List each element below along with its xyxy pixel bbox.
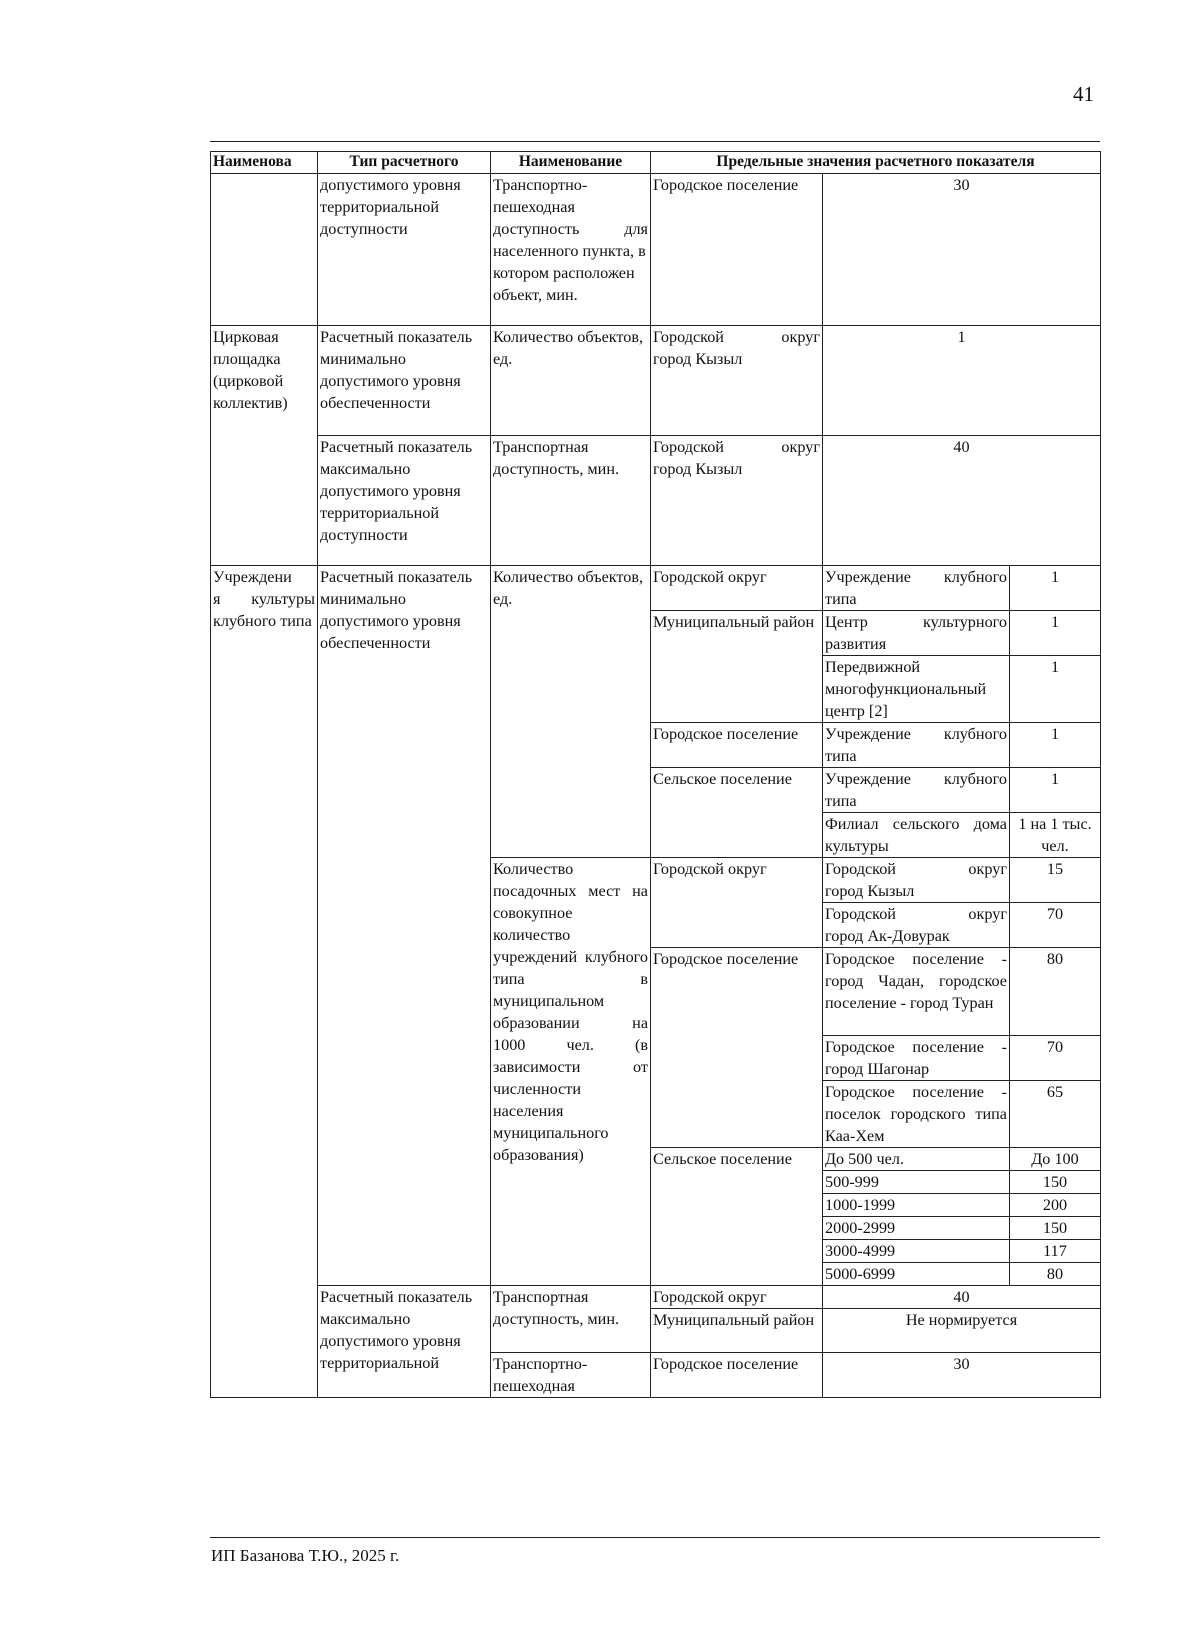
value-cell: 200	[1010, 1194, 1101, 1217]
subtype-cell	[823, 858, 1010, 903]
value-cell: 70	[1010, 1036, 1101, 1081]
subtype-cell: 2000-2999	[823, 1217, 1010, 1240]
bottom-rule	[210, 1537, 1100, 1538]
value-cell: 1	[1010, 768, 1101, 813]
indicator-type-cell: Расчетный показатель минимально допустимого уровня обеспеченности	[318, 566, 491, 1286]
value-cell: 30	[823, 1353, 1101, 1398]
value-cell: 1	[1010, 611, 1101, 656]
object-cell	[211, 174, 318, 326]
territory-part: город Кызыл	[653, 460, 743, 478]
subtype-part: Городской округ	[825, 905, 1007, 923]
table-row	[211, 1286, 1101, 1309]
value-cell: 1	[1010, 566, 1101, 611]
value-cell: 1	[823, 326, 1101, 436]
subtype-part: Городской округ	[825, 860, 1007, 878]
territory-cell: Городской округ	[651, 1286, 823, 1309]
territory-cell: Сельское поселение	[651, 768, 823, 858]
subtype-part: город Ак-Довурак	[825, 927, 950, 945]
territory-part: город Кызыл	[653, 350, 743, 368]
header-limit-values: Предельные значения расчетного показателя	[651, 152, 1101, 174]
indicator-type-cell: допустимого уровня территориальной доступности	[318, 174, 491, 326]
value-cell: 150	[1010, 1217, 1101, 1240]
subtype-cell: 1000-1999	[823, 1194, 1010, 1217]
territory-cell	[651, 326, 823, 436]
subtype-cell: Городское поселение - поселок городского типа Каа-Хем	[823, 1081, 1010, 1148]
table-row	[211, 326, 1101, 436]
territory-cell	[651, 436, 823, 566]
territory-part: Городской округ	[653, 438, 820, 456]
footer-text: ИП Базанова Т.Ю., 2025 г.	[211, 1546, 400, 1565]
subtype-cell: Центр культурного развития	[823, 611, 1010, 656]
territory-cell: Городское поселение	[651, 723, 823, 768]
territory-cell: Городское поселение	[651, 174, 823, 326]
object-part: Учреждени	[213, 568, 292, 586]
indicator-name-cell: Транспортная доступность, мин.	[491, 436, 651, 566]
subtype-cell: Учреждение клубного типа	[823, 768, 1010, 813]
subtype-cell	[823, 903, 1010, 948]
territory-cell: Городское поселение	[651, 1353, 823, 1398]
value-cell: 65	[1010, 1081, 1101, 1148]
value-cell: Не нормируется	[823, 1309, 1101, 1353]
subtype-cell: Городское поселение - город Шагонар	[823, 1036, 1010, 1081]
indicator-name-cell: Транспортно-пешеходная	[491, 1353, 651, 1398]
header-object: Наименова	[211, 152, 318, 174]
table-row	[211, 566, 1101, 611]
indicator-type-cell: Расчетный показатель максимально допустимого уровня территориальной доступности	[318, 436, 491, 566]
subtype-cell: 500-999	[823, 1171, 1010, 1194]
value-cell: 80	[1010, 948, 1101, 1036]
standards-table	[210, 151, 1101, 1398]
indicator-name-cell: Количество объектов, ед.	[491, 326, 651, 436]
territory-cell: Городской округ	[651, 566, 823, 611]
subtype-cell: Филиал сельского дома культуры	[823, 813, 1010, 858]
subtype-cell: До 500 чел.	[823, 1148, 1010, 1171]
value-cell: 30	[823, 174, 1101, 326]
subtype-part: город Кызыл	[825, 882, 915, 900]
subtype-cell: 5000-6999	[823, 1263, 1010, 1286]
territory-cell: Городское поселение	[651, 948, 823, 1148]
object-part: клубного типа	[213, 612, 312, 630]
object-cell: Цирковая площадка (цирковой коллектив)	[211, 326, 318, 566]
indicator-name-cell	[491, 858, 651, 1286]
table-row	[211, 174, 1101, 326]
indicator-name-part: 1000 чел. (в зависимости от численности населения муниципального образования)	[493, 1036, 648, 1164]
value-cell: 80	[1010, 1263, 1101, 1286]
value-cell: 15	[1010, 858, 1101, 903]
indicator-name-cell: Транспортная доступность, мин.	[491, 1286, 651, 1353]
value-cell: 117	[1010, 1240, 1101, 1263]
subtype-cell: Учреждение клубного типа	[823, 723, 1010, 768]
indicator-name-part: Транспортно-пешеходная доступность для	[493, 176, 648, 238]
subtype-cell: Городское поселение - город Чадан, городское поселение - город Туран	[823, 948, 1010, 1036]
header-indicator-type: Тип расчетного	[318, 152, 491, 174]
value-cell: 1	[1010, 656, 1101, 723]
page-number: 41	[1073, 82, 1094, 106]
value-cell: 40	[823, 1286, 1101, 1309]
value-cell: 1	[1010, 723, 1101, 768]
territory-cell: Муниципальный район	[651, 611, 823, 723]
object-part: я культуры	[213, 590, 315, 608]
value-cell: 1 на 1 тыс. чел.	[1010, 813, 1101, 858]
territory-part: Городской округ	[653, 328, 820, 346]
value-cell: 150	[1010, 1171, 1101, 1194]
subtype-cell: Передвижной многофункциональный центр [2]	[823, 656, 1010, 723]
subtype-cell: Учреждение клубного типа	[823, 566, 1010, 611]
territory-cell: Муниципальный район	[651, 1309, 823, 1353]
indicator-name-part: Количество посадочных мест на совокупное количество учреждений клубного типа в муниципальном образовании на	[493, 860, 648, 1032]
territory-cell: Сельское поселение	[651, 1148, 823, 1286]
value-cell: 70	[1010, 903, 1101, 948]
value-cell: До 100	[1010, 1148, 1101, 1171]
indicator-name-cell: Количество объектов, ед.	[491, 566, 651, 858]
indicator-type-cell: Расчетный показатель минимально допустимого уровня обеспеченности	[318, 326, 491, 436]
subtype-cell: 3000-4999	[823, 1240, 1010, 1263]
header-name: Наименование	[491, 152, 651, 174]
table-header-row	[211, 152, 1101, 174]
object-cell	[211, 566, 318, 1398]
indicator-name-cell	[491, 174, 651, 326]
indicator-name-part: населенного пункта, в котором расположен объект, мин.	[493, 242, 646, 304]
top-rule	[210, 141, 1100, 142]
table-row	[211, 436, 1101, 566]
indicator-type-cell: Расчетный показатель максимально допустимого уровня территориальной	[318, 1286, 491, 1398]
territory-cell: Городской округ	[651, 858, 823, 948]
value-cell: 40	[823, 436, 1101, 566]
